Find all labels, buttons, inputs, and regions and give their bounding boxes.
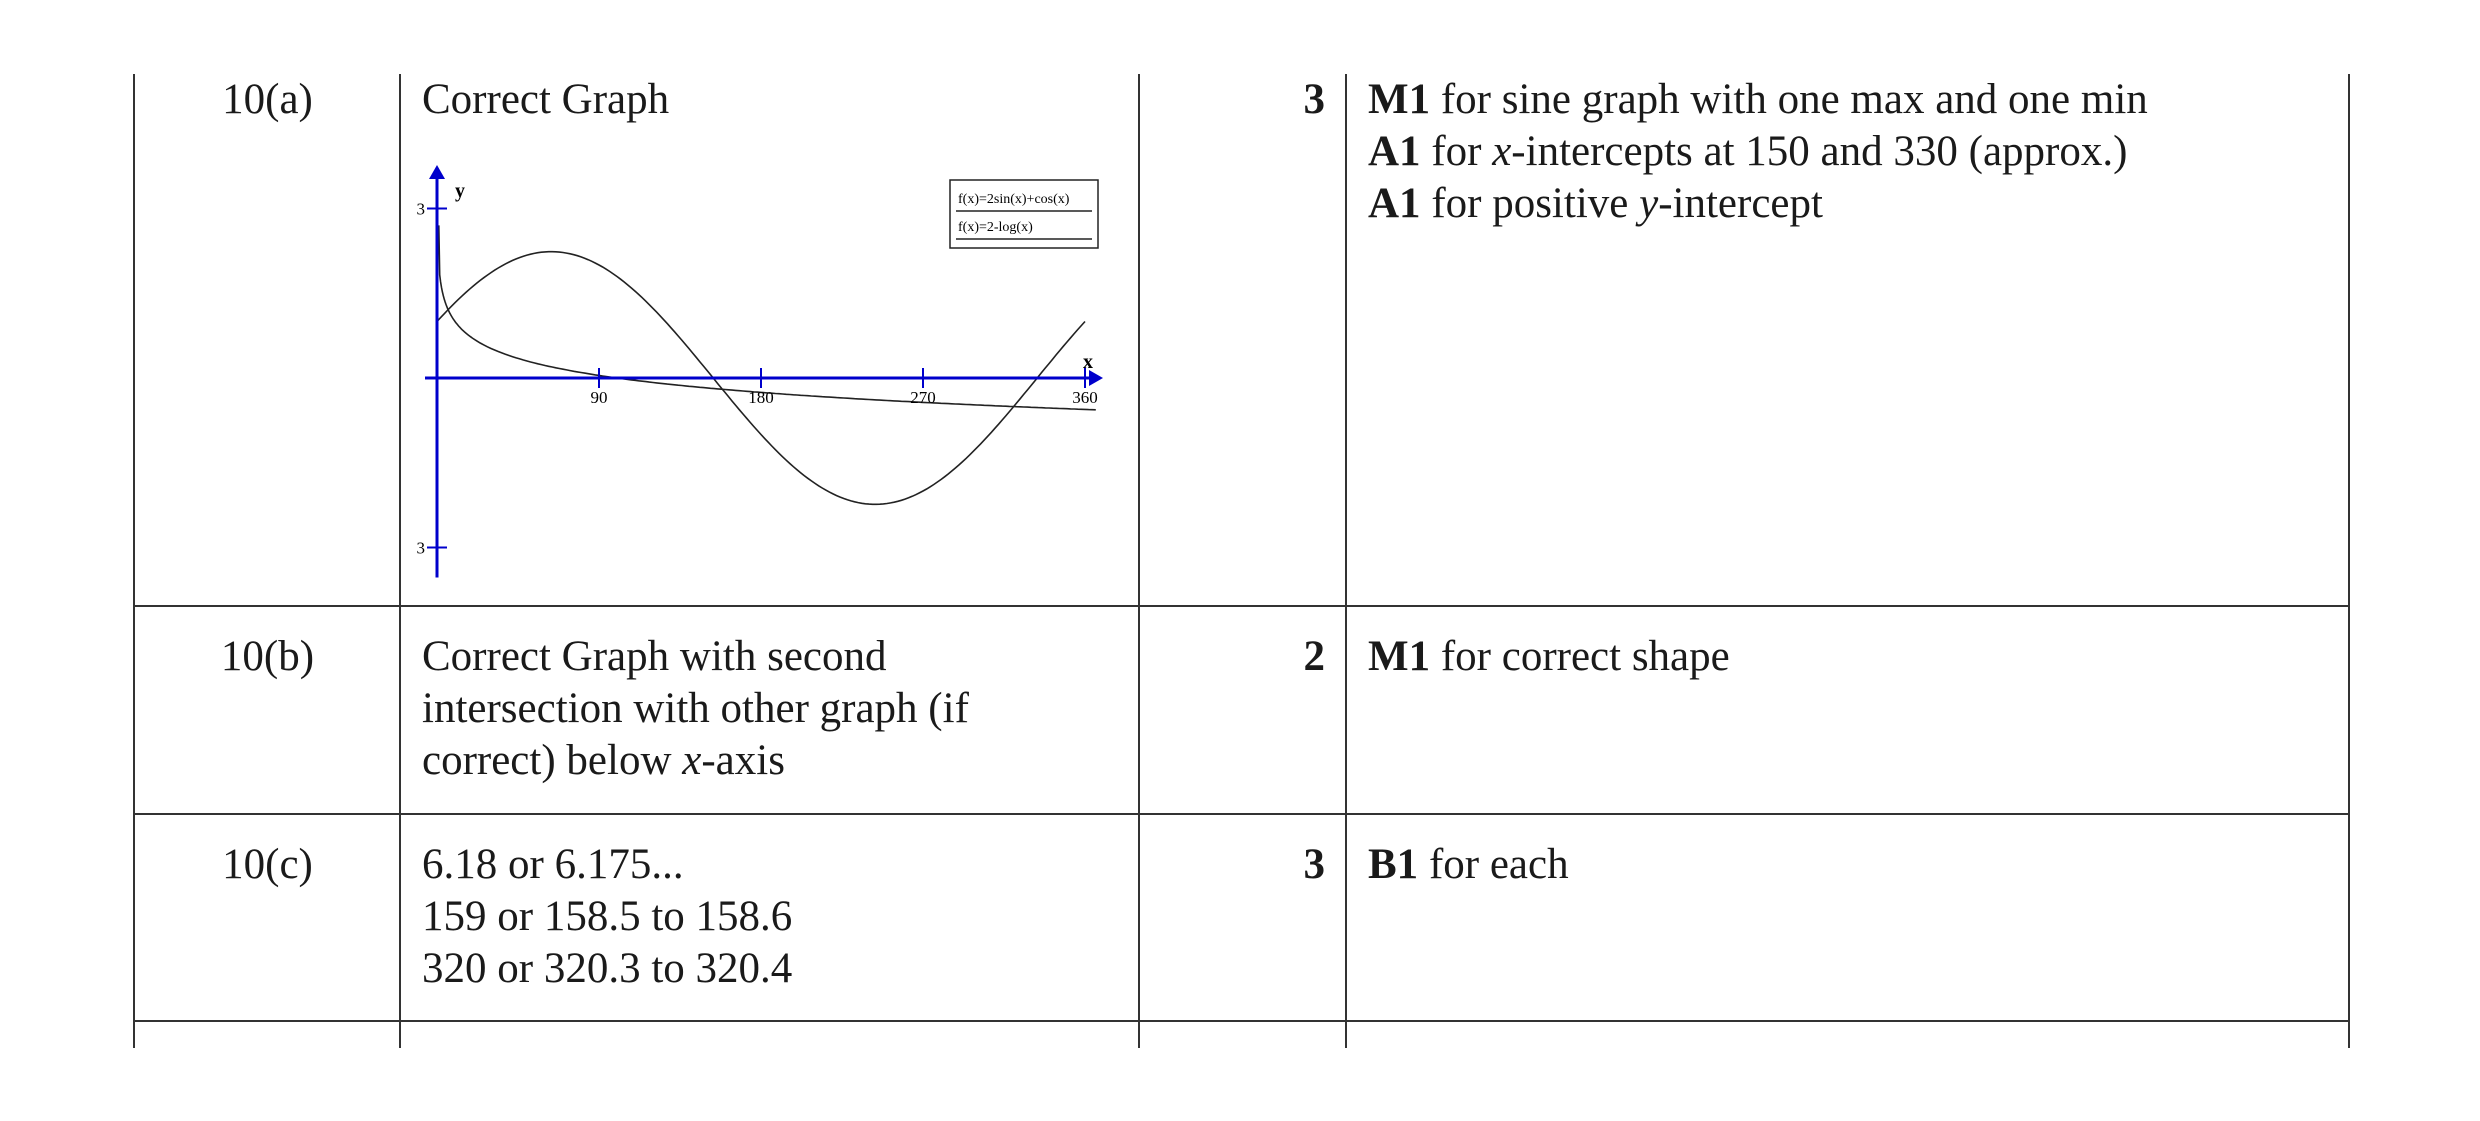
guidance-var: x	[1492, 128, 1512, 175]
answer-text	[422, 74, 1142, 126]
answer-text	[422, 631, 1142, 787]
x-tick-label: 90	[590, 388, 608, 407]
y-axis-arrow-icon	[429, 165, 445, 179]
guidance-text	[1368, 74, 2328, 230]
marks-value: 3	[1303, 841, 1325, 888]
y-tick-label: 3	[416, 199, 425, 219]
guidance-pre: for each	[1418, 841, 1569, 888]
table-divider-3	[1345, 74, 1347, 1048]
answer-pre: correct) below	[422, 737, 683, 784]
y-axis-label: y	[455, 180, 465, 202]
guidance-line	[1368, 631, 2328, 683]
guidance-line	[1368, 839, 2328, 891]
guidance-line	[1368, 126, 2328, 178]
guidance-pre: for	[1420, 128, 1493, 175]
row-divider-3	[133, 1020, 2348, 1022]
legend-entry: f(x)=2-log(x)	[958, 220, 1033, 235]
guidance-line	[1368, 178, 2328, 230]
table-border-right	[2348, 74, 2350, 1048]
mark-code: A1	[1368, 180, 1421, 227]
mark-code: M1	[1368, 633, 1431, 680]
guidance-post: -intercept	[1658, 180, 1823, 227]
guidance-pre: for sine graph with one max and one min	[1430, 76, 2148, 123]
answer-post: -axis	[701, 737, 785, 784]
marks-value: 2	[1303, 633, 1325, 680]
question-number: 10(c)	[222, 841, 313, 888]
guidance-line	[1368, 74, 2328, 126]
answer-line: intersection with other graph (if	[422, 685, 969, 732]
mark-code: B1	[1368, 841, 1419, 888]
question-number: 10(a)	[222, 76, 313, 123]
x-tick-label: 180	[748, 388, 774, 407]
table-divider-1	[399, 74, 401, 1048]
guidance-pre: for correct shape	[1430, 633, 1730, 680]
answer-var: x	[682, 737, 702, 784]
answer-line	[422, 735, 1142, 787]
guidance-pre: for positive	[1420, 180, 1640, 227]
marks-value: 3	[1303, 76, 1325, 123]
row-divider-2	[133, 813, 2348, 815]
answer-text	[422, 839, 1142, 995]
guidance-text	[1368, 631, 2328, 683]
x-axis-label: x	[1083, 351, 1093, 373]
answer-line: 6.18 or 6.175...	[422, 841, 684, 888]
mark-code: A1	[1368, 128, 1421, 175]
mark-code: M1	[1368, 76, 1431, 123]
question-number: 10(b)	[220, 633, 315, 680]
table-border-left	[133, 74, 135, 1048]
trig-log-graph	[415, 165, 1115, 585]
answer-line: 320 or 320.3 to 320.4	[422, 945, 793, 992]
answer-line: Correct Graph	[422, 76, 670, 123]
guidance-post: -intercepts at 150 and 330 (approx.)	[1511, 128, 2128, 175]
x-tick-label: 270	[910, 388, 936, 407]
answer-line: 159 or 158.5 to 158.6	[422, 893, 793, 940]
guidance-text	[1368, 839, 2328, 891]
legend-box	[950, 180, 1098, 248]
x-tick-label: 360	[1072, 388, 1098, 407]
answer-line: Correct Graph with second	[422, 633, 887, 680]
guidance-var: y	[1639, 180, 1659, 227]
legend-entry: f(x)=2sin(x)+cos(x)	[958, 192, 1070, 207]
y-tick-label: 3	[416, 538, 425, 558]
row-divider-1	[133, 605, 2348, 607]
